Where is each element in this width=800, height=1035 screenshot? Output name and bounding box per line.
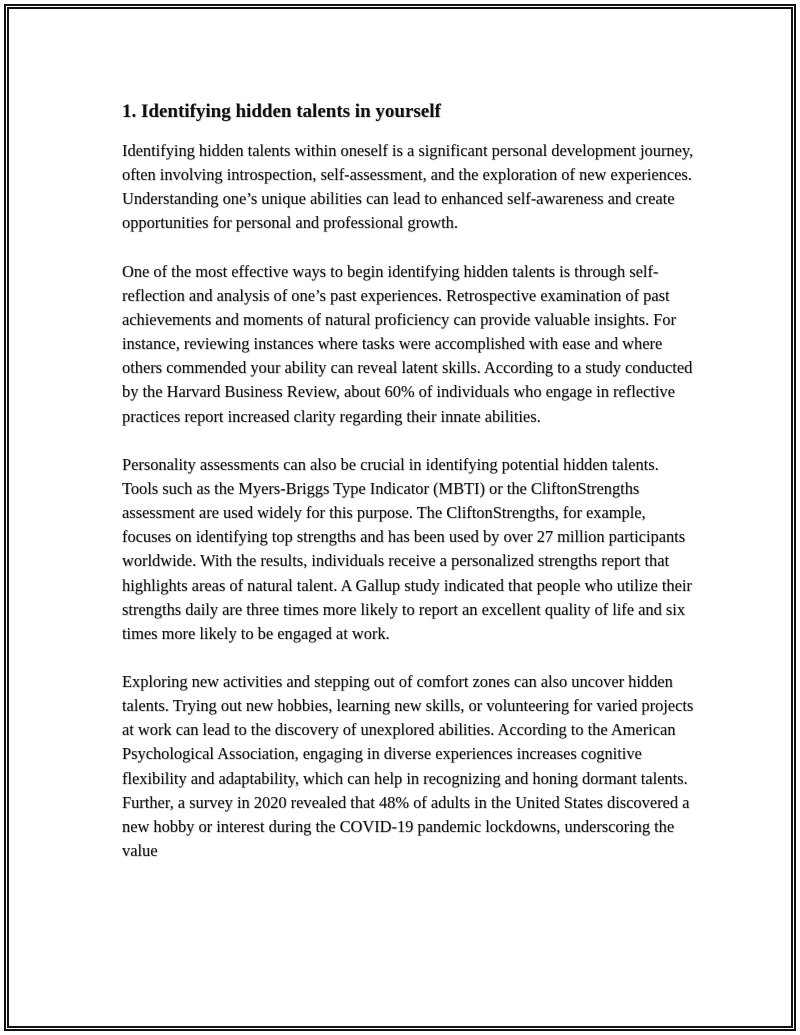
paragraph-3: Personality assessments can also be crucial in identifying potential hidden talents. Tools such as the Myers-Briggs Type Indicator (MBTI) or the CliftonStrengths assessment are used widely for this purpose. The CliftonStrengths, for example, focuses on identifying top strengths and has been used by over 27 million participants worldwide. With the results, individuals receive a personalized strengths report that highlights areas of natural talent. A Gallup study indicated that people who utilize their strengths daily are three times more likely to report an excellent quality of life and six times more likely to be engaged at work. <box>122 454 692 643</box>
paragraph-2: One of the most effective ways to begin identifying hidden talents is through self-reflection and analysis of one’s past experiences. Retrospective examination of past achievements and moments of natural proficiency can provide valuable insights. For instance, reviewing instances where tasks were accomplished with ease and where others commended your ability can reveal latent skills. According to a study conducted by the Harvard Business Review, about 60% of individuals who engage in reflective practices report increased clarity regarding their innate abilities. <box>122 261 693 426</box>
section-heading: 1. Identifying hidden talents in yourself <box>122 101 441 122</box>
document-page <box>4 4 796 1031</box>
document-body <box>122 99 694 887</box>
paragraph-4: Exploring new activities and stepping out of comfort zones can also uncover hidden talents. Trying out new hobbies, learning new skills, or volunteering for varied projects at work can lead to the discovery of unexplored abilities. According to the American Psychological Association, engaging in diverse experiences increases cognitive flexibility and adaptability, which can help in recognizing and honing dormant talents. Further, a survey in 2020 revealed that 48% of adults in the United States discovered a new hobby or interest during the COVID-19 pandemic lockdowns, underscoring the value <box>122 671 694 861</box>
paragraph-1: Identifying hidden talents within oneself is a significant personal development journey, often involving introspection, self-assessment, and the exploration of new experiences. Understanding one’s unique abilities can lead to enhanced self-awareness and create opportunities for personal and professional growth. <box>122 141 694 233</box>
